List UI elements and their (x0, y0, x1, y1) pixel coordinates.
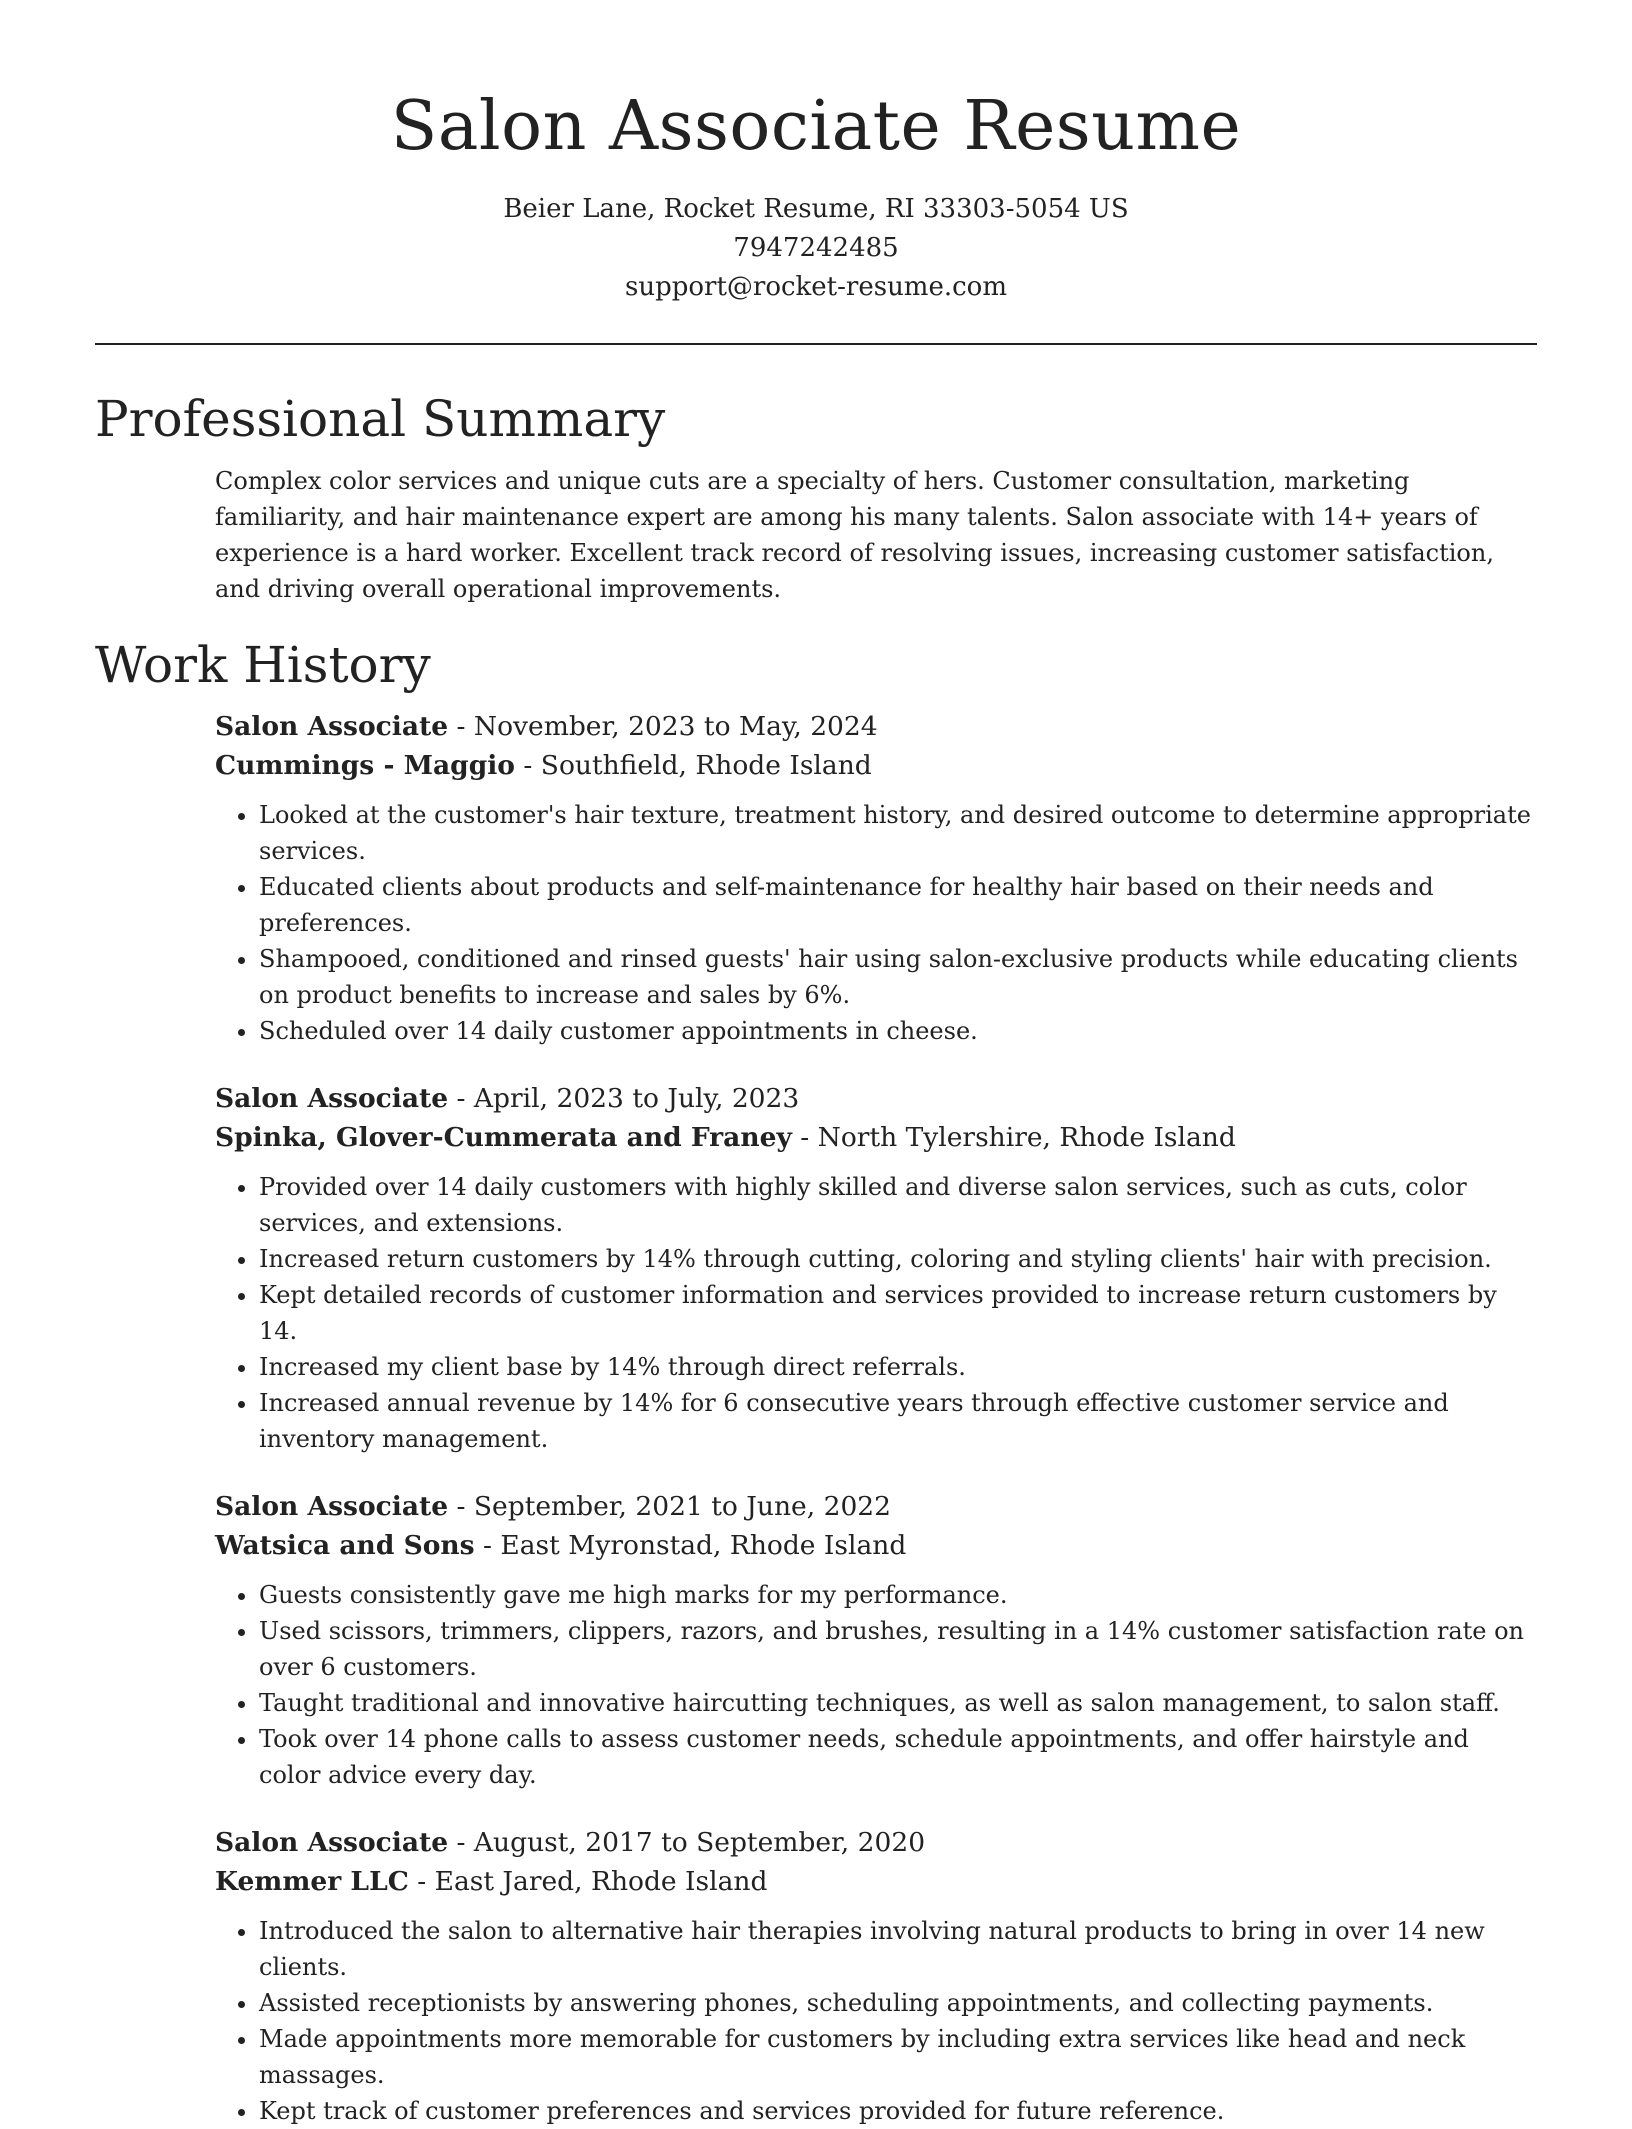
job-bullets (215, 1577, 1537, 1793)
contact-phone: 7947242485 (733, 233, 899, 263)
job-location: - Southfield, Rhode Island (514, 750, 872, 781)
job-entry (215, 707, 1537, 1049)
job-location: - North Tylershire, Rhode Island (791, 1122, 1236, 1153)
job-company: Spinka, Glover-Cummerata and Franey (215, 1122, 792, 1153)
job-entry (215, 1487, 1537, 1793)
job-company: Watsica and Sons (215, 1530, 475, 1561)
job-title-line (215, 1823, 1537, 1862)
job-bullet: • Guests consistently gave me high marks for my performance. (259, 1577, 1537, 1613)
job-bullets (215, 1169, 1537, 1457)
job-company-line (215, 1862, 1537, 1901)
job-bullet: • Increased annual revenue by 14% for 6 consecutive years through effective customer service and inventory management. (259, 1385, 1537, 1457)
job-dates: - August, 2017 to September, 2020 (448, 1827, 926, 1858)
resume-title: Salon Associate Resume (390, 87, 1242, 166)
job-bullet: • Provided over 14 daily customers with highly skilled and diverse salon services, such as cuts, color services, and extensions. (259, 1169, 1537, 1241)
summary-text: Complex color services and unique cuts are a specialty of hers. Customer consultation, marketing familiarity, and hair maintenance expert are among his many talents. Salon associate with 14+ years of experience is a hard worker. Excellent track record of resolving issues, increasing customer satisfaction, and driving overall operational improvements. (215, 467, 1494, 603)
job-bullet: • Shampooed, conditioned and rinsed guests' hair using salon-exclusive products while educating clients on product benefits to increase and sales by 6%. (259, 941, 1537, 1013)
contact-address: Beier Lane, Rocket Resume, RI 33303-5054 US (503, 194, 1129, 224)
job-bullet: • Increased return customers by 14% through cutting, coloring and styling clients' hair with precision. (259, 1241, 1537, 1277)
job-bullets (215, 797, 1537, 1049)
job-bullet: • Looked at the customer's hair texture, treatment history, and desired outcome to determine appropriate services. (259, 797, 1537, 869)
job-bullet: • Made appointments more memorable for customers by including extra services like head and neck massages. (259, 2021, 1537, 2093)
job-company: Kemmer LLC (215, 1866, 409, 1897)
job-bullet: • Increased my client base by 14% through direct referrals. (259, 1349, 1537, 1385)
job-role: Salon Associate (215, 711, 449, 742)
job-company-line (215, 746, 1537, 785)
job-dates: - September, 2021 to June, 2022 (448, 1491, 892, 1522)
job-entry (215, 1823, 1537, 2129)
work-history-heading: Work History (95, 636, 431, 694)
job-bullet: • Took over 14 phone calls to assess customer needs, schedule appointments, and offer hairstyle and color advice every day. (259, 1721, 1537, 1793)
job-location: - East Myronstad, Rhode Island (474, 1530, 907, 1561)
job-bullet: • Taught traditional and innovative haircutting techniques, as well as salon management, to salon staff. (259, 1685, 1537, 1721)
job-bullet: • Scheduled over 14 daily customer appointments in cheese. (259, 1013, 1537, 1049)
job-title-line (215, 1079, 1537, 1118)
work-history-list (215, 707, 1537, 2129)
job-bullets (215, 1913, 1537, 2129)
job-bullet: • Assisted receptionists by answering phones, scheduling appointments, and collecting payments. (259, 1985, 1537, 2021)
contact-info (95, 190, 1537, 307)
resume-header (95, 0, 1537, 307)
job-entry (215, 1079, 1537, 1457)
contact-email: support@rocket-resume.com (624, 272, 1007, 302)
job-title-line (215, 707, 1537, 746)
job-role: Salon Associate (215, 1827, 449, 1858)
job-role: Salon Associate (215, 1491, 449, 1522)
header-divider (95, 343, 1537, 345)
job-bullet: • Educated clients about products and self-maintenance for healthy hair based on their needs and preferences. (259, 869, 1537, 941)
job-bullet: • Kept track of customer preferences and services provided for future reference. (259, 2093, 1537, 2129)
job-bullet: • Used scissors, trimmers, clippers, razors, and brushes, resulting in a 14% customer satisfaction rate on over 6 customers. (259, 1613, 1537, 1685)
job-dates: - April, 2023 to July, 2023 (448, 1083, 800, 1114)
job-company-line (215, 1526, 1537, 1565)
job-company-line (215, 1118, 1537, 1157)
job-location: - East Jared, Rhode Island (408, 1866, 768, 1897)
summary-heading: Professional Summary (95, 390, 666, 448)
job-title-line (215, 1487, 1537, 1526)
job-bullet: • Introduced the salon to alternative hair therapies involving natural products to bring in over 14 new clients. (259, 1913, 1537, 1985)
job-role: Salon Associate (215, 1083, 449, 1114)
job-bullet: • Kept detailed records of customer information and services provided to increase return customers by 14. (259, 1277, 1537, 1349)
job-company: Cummings - Maggio (215, 750, 515, 781)
job-dates: - November, 2023 to May, 2024 (448, 711, 878, 742)
